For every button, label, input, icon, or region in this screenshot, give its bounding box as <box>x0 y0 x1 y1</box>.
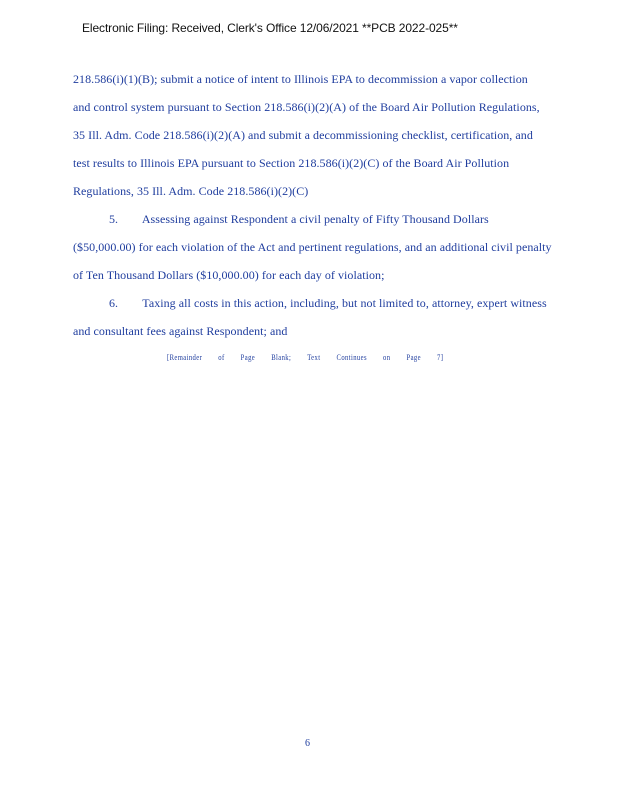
body-line-4: test results to Illinois EPA pursuant to Section 218.586(i)(2)(C) of the Board Air Pollution <box>73 156 510 170</box>
body-line-3: 35 Ill. Adm. Code 218.586(i)(2)(A) and submit a decommissioning checklist, certification, and <box>73 128 533 142</box>
paragraph-5-line-3: of Ten Thousand Dollars ($10,000.00) for each day of violation; <box>73 268 385 282</box>
paragraph-6-line-1: 6. Taxing all costs in this action, including, but not limited to, attorney, expert witness <box>109 296 547 310</box>
paragraph-6-line-2: and consultant fees against Respondent; and <box>73 324 288 338</box>
remainder-of-page-note: [Remainder of Page Blank; Text Continues on Page 7] <box>167 352 444 362</box>
body-line-1: 218.586(i)(1)(B); submit a notice of intent to Illinois EPA to decommission a vapor collection <box>73 72 528 86</box>
body-line-2: and control system pursuant to Section 218.586(i)(2)(A) of the Board Air Pollution Regulations, <box>73 100 540 114</box>
paragraph-5-line-2: ($50,000.00) for each violation of the Act and pertinent regulations, and an additional civil penalty <box>73 240 552 254</box>
page-number: 6 <box>305 738 310 749</box>
body-line-5: Regulations, 35 Ill. Adm. Code 218.586(i)(2)(C) <box>73 184 309 198</box>
electronic-filing-header: Electronic Filing: Received, Clerk's Office 12/06/2021 **PCB 2022-025** <box>82 21 458 35</box>
paragraph-5-line-1: 5. Assessing against Respondent a civil penalty of Fifty Thousand Dollars <box>109 212 489 226</box>
